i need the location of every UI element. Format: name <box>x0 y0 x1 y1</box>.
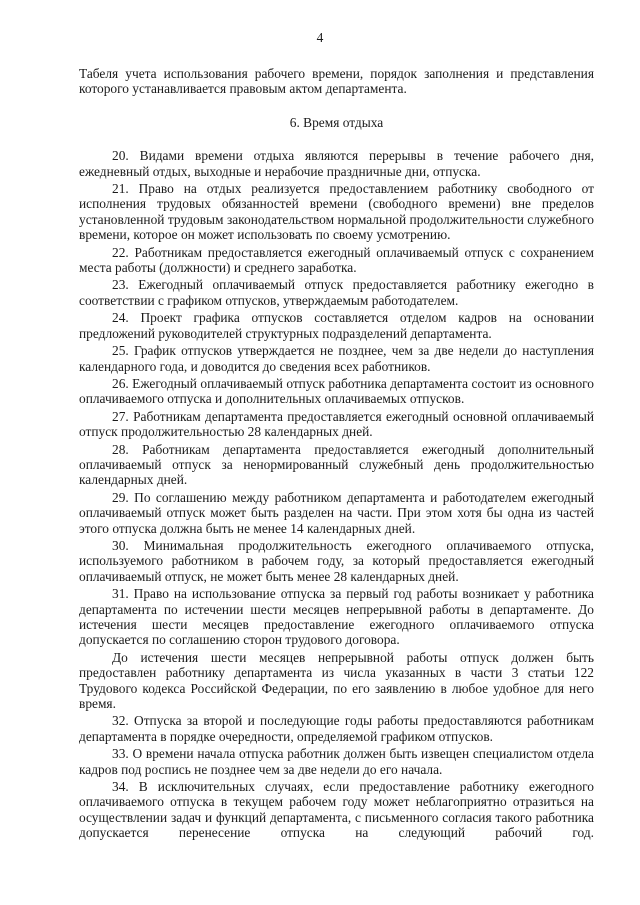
paragraph-21: 21. Право на отдых реализуется предоставлением работнику свободного от исполнения трудовых обязанностей времени (свободного времени) вне пределов установленной трудовым законодательством нормальной продолжительности служебного времени, которое он может использовать по своему усмотрению. <box>79 181 594 243</box>
paragraph-26: 26. Ежегодный оплачиваемый отпуск работника департамента состоит из основного оплачиваемого отпуска и дополнительных оплачиваемых отпусков. <box>79 375 594 407</box>
paragraph-24: 24. Проект графика отпусков составляется отделом кадров на основании предложений руководителей структурных подразделений департамента. <box>79 310 594 341</box>
paragraph-30: 30. Минимальная продолжительность ежегодного оплачиваемого отпуска, используемого работником в рабочем году, за который предоставляется ежегодный оплачиваемый отпуск, не может быть менее 28 календарных дней. <box>79 537 594 584</box>
document-body <box>79 66 594 843</box>
intro-paragraph: Табеля учета использования рабочего времени, порядок заполнения и представления которого устанавливается правовым актом департамента. <box>79 66 594 97</box>
paragraph-22: 22. Работникам предоставляется ежегодный оплачиваемый отпуск с сохранением места работы (должности) и среднего заработка. <box>79 244 594 276</box>
paragraph-20: 20. Видами времени отдыха являются перерывы в течение рабочего дня, ежедневный отдых, выходные и нерабочие праздничные дни, отпуска. <box>79 148 594 179</box>
paragraph-29: 29. По соглашению между работником департамента и работодателем ежегодный оплачиваемый отпуск может быть разделен на части. При этом хотя бы одна из частей этого отпуска должна быть не менее 14 календарных дней. <box>79 489 594 536</box>
paragraph-31-continued: До истечения шести месяцев непрерывной работы отпуск должен быть предоставлен работнику департамента из числа указанных в части 3 статьи 122 Трудового кодекса Российской Федерации, по его заявлению в любое удобное для него время. <box>79 649 594 712</box>
paragraph-23: 23. Ежегодный оплачиваемый отпуск предоставляется работнику ежегодно в соответствии с графиком отпусков, утверждаемым работодателем. <box>79 277 594 308</box>
paragraph-28: 28. Работникам департамента предоставляется ежегодный дополнительный оплачиваемый отпуск за ненормированный служебный день продолжительностью календарных дней. <box>79 441 594 488</box>
paragraph-31: 31. Право на использование отпуска за первый год работы возникает у работника департамента по истечении шести месяцев непрерывной работы в департаменте. До истечения шести месяцев предоставление ежегодного оплачиваемого отпуска допускается по соглашению сторон трудового договора. <box>79 586 594 648</box>
paragraph-33: 33. О времени начала отпуска работник должен быть извещен специалистом отдела кадров под роспись не позднее чем за две недели до его начала. <box>79 746 594 777</box>
page-number: 4 <box>316 30 324 45</box>
paragraph-27: 27. Работникам департамента предоставляется ежегодный основной оплачиваемый отпуск продолжительностью 28 календарных дней. <box>79 408 594 440</box>
paragraph-34: 34. В исключительных случаях, если предоставление работнику ежегодного оплачиваемого отпуска в текущем рабочем году может неблагоприятно отразиться на осуществлении задач и функций департамента, с письменного согласия такого работника допускается перенесение отпуска на следующий рабочий год. <box>79 779 594 841</box>
section-heading: 6. Время отдыха <box>289 114 384 130</box>
paragraph-32: 32. Отпуска за второй и последующие годы работы предоставляются работникам департамента в порядке очередности, определяемой графиком отпусков. <box>79 713 594 744</box>
paragraph-25: 25. График отпусков утверждается не позднее, чем за две недели до наступления календарного года, и доводится до сведения всех работников. <box>79 343 594 374</box>
